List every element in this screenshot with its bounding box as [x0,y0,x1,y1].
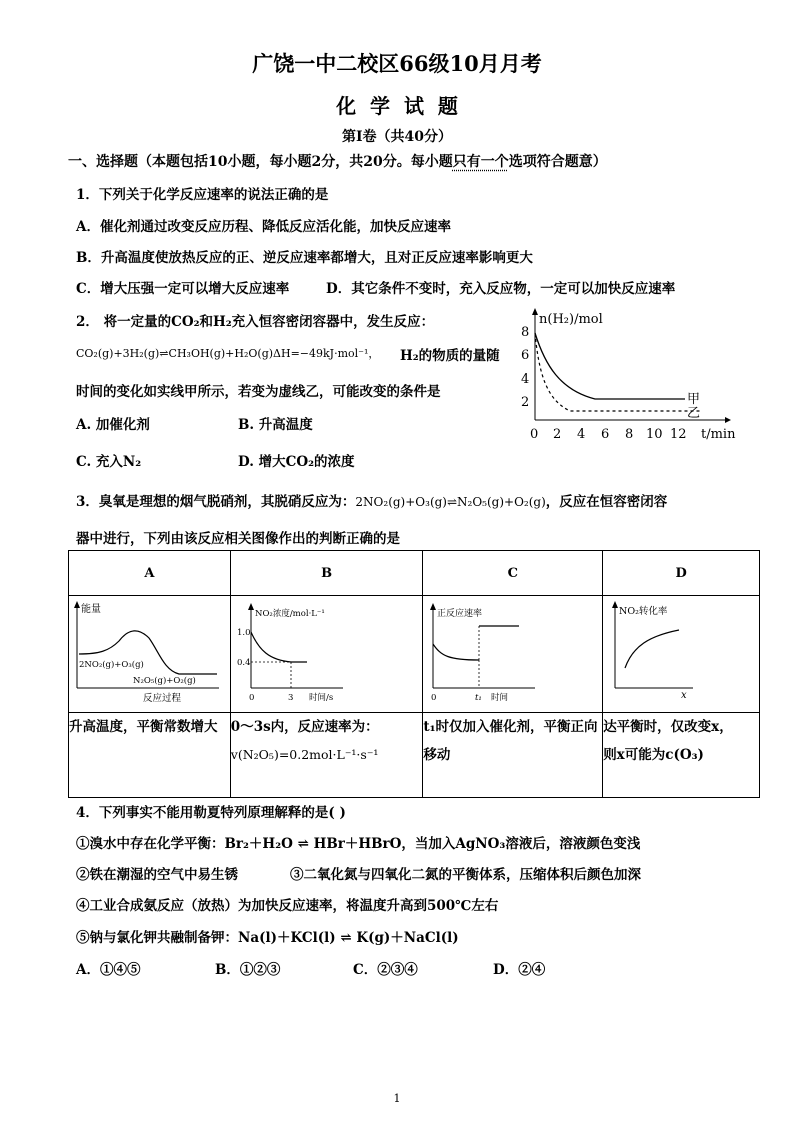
q4-option-a: A．①④⑤ [76,962,141,978]
section-heading [68,151,607,171]
q2-graph-xtick-2: 2 [553,427,562,442]
q1-option-c: C．增大压强一定可以增大反应速率 [76,281,290,297]
q3-fig-b-y2: 0.4 [236,658,251,668]
q2-graph-xtick-8: 8 [625,427,634,442]
q1-option-b: B．升高温度使放热反应的正、逆反应速率都增大，且对正反应速率影响更大 [76,250,533,266]
q4-item-2: ②铁在潮湿的空气中易生锈 [76,867,238,883]
q3-text-b-line2: v(N₂O₅)=0.2mol·L⁻¹·s⁻¹ [230,747,379,762]
q2-graph-ytick-2: 2 [521,395,530,410]
q3-fig-d-xlabel: x [681,690,687,701]
q3-text-d [603,713,760,798]
q3-header-b: B [230,551,423,596]
q3-fig-b-cell [230,596,423,713]
exam-title: 广饶一中二校区66级10月月考 [252,51,542,76]
q2-graph-xtick-0: 0 [530,427,539,442]
q3-text-c: t₁时仅加入催化剂，平衡正向移动 [423,713,603,798]
q2-graph-xlabel: t/min [701,427,736,442]
q3-text-a: 升高温度，平衡常数增大 [69,713,231,798]
q3-fig-b [231,596,421,708]
q2-graph-xtick-10: 10 [646,427,663,442]
q4-item-5: ⑤钠与氯化钾共融制备钾：Na(l)＋KCl(l) ⇌ K(g)＋NaCl(l) [76,930,459,946]
q2-graph-xtick-6: 6 [601,427,610,442]
q4-stem: 4．下列事实不能用勒夏特列原理解释的是( ) [76,805,346,821]
q4-item-3: ③二氧化氮与四氧化二氮的平衡体系，压缩体积后颜色加深 [290,867,641,883]
q3-fig-c-cell [423,596,603,713]
q1-option-a: A．催化剂通过改变反应历程、降低反应活化能，加快反应速率 [76,219,451,235]
q3-fig-c-t1: t₁ [475,693,483,703]
page-number: 1 [393,1092,401,1105]
q3-fig-a-xlabel: 反应过程 [143,693,182,704]
q1-stem: 1．下列关于化学反应速率的说法正确的是 [76,187,329,203]
q4-option-d: D．②④ [493,962,546,978]
q2-option-b: B. 升高温度 [238,417,313,433]
q3-header-d: D [603,551,760,596]
q2-option-a: A. 加催化剂 [76,417,150,433]
q3-fig-a-cell [69,596,231,713]
q3-text-b [230,713,423,798]
q3-fig-b-curve [251,632,307,662]
q3-fig-a [69,596,229,708]
q2-graph-ytick-8: 8 [521,325,530,340]
q2-graph-ylabel: n(H₂)/mol [539,312,603,327]
q3-fig-a-reactant: 2NO₂(g)+O₃(g) [79,660,144,670]
q3-fig-d-cell [603,596,760,713]
q3-fig-b-xlabel: 时间/s [308,693,334,703]
q2-equation-tail: H₂的物质的量随 [400,348,500,364]
q2-graph-label-yi: 乙 [687,406,701,421]
q4-option-c: C．②③④ [353,962,418,978]
q2-stem: 2． 将一定量的CO₂和H₂充入恒容密闭容器中，发生反应： [76,314,435,330]
q3-fig-b-x0: 0 [248,693,255,703]
section-heading-tail: 选项符合题意） [508,154,607,170]
q2-option-c: C. 充入N₂ [76,454,142,470]
q3-fig-b-x1: 3 [287,693,294,703]
q3-fig-a-ylabel: 能量 [81,604,101,615]
q2-graph-xtick-12: 12 [670,427,687,442]
q3-header-a: A [69,551,231,596]
section-heading-main: 一、选择题（本题包括10小题，每小题2分，共20分。每小题 [68,154,453,170]
q3-text-d-line2: 则x可能为c(O₃) [603,747,704,763]
section-heading-emphasis: 只有一个 [452,154,509,170]
q3-fig-b-y1: 1.0 [236,628,251,638]
q3-options-table [68,550,760,798]
q3-equation: 2NO₂(g)+O₃(g)⇌N₂O₅(g)+O₂(g) [355,495,546,509]
q2-equation: CO₂(g)+3H₂(g)⇌CH₃OH(g)+H₂O(g)ΔH=−49kJ·mol⁻¹， [76,347,380,360]
q3-text-d-line1: 达平衡时，仅改变x， [603,719,733,735]
q4-option-b: B．①②③ [215,962,281,978]
q2-stem-2: 时间的变化如实线甲所示，若变为虚线乙，可能改变的条件是 [76,384,441,400]
q3-fig-d-curve [625,630,679,668]
q3-text-b-line1: 0～3s内，反应速率为： [230,719,379,735]
q2-option-d: D. 增大CO₂的浓度 [238,454,355,470]
q3-fig-d-ylabel: NO₂转化率 [619,606,668,617]
q3-stem-2: 器中进行，下列由该反应相关图像作出的判断正确的是 [76,531,400,547]
q3-stem-b: ，反应在恒容密闭容 [545,494,668,510]
q3-fig-c-x0: 0 [431,693,437,703]
q2-graph-y-arrow [532,308,538,315]
q2-graph-xtick-4: 4 [577,427,586,442]
q3-stem-a: 3．臭氧是理想的烟气脱硝剂，其脱硝反应为： [76,494,356,510]
q3-header-c: C [423,551,603,596]
q3-fig-c [423,596,601,708]
q2-h2-graph [515,305,765,445]
q4-item-1: ①溴水中存在化学平衡：Br₂＋H₂O ⇌ HBr＋HBrO，当加入AgNO₃溶液后，溶液颜色变浅 [76,836,641,852]
q3-fig-c-ylabel: 正反应速率 [437,609,483,619]
volume-label: 第Ⅰ卷（共40分） [341,129,453,145]
q2-graph-ytick-4: 4 [521,372,530,387]
q2-graph-series-jia [535,333,685,399]
q2-graph-ytick-6: 6 [521,348,530,363]
q3-fig-a-product: N₂O₅(g)+O₂(g) [133,676,196,686]
q4-item-4: ④工业合成氨反应（放热）为加快反应速率，将温度升高到500℃左右 [76,898,499,914]
q1-option-d: D．其它条件不变时，充入反应物，一定可以加快反应速率 [326,281,676,297]
q3-fig-b-ylabel: NO₂浓度/mol·L⁻¹ [254,609,325,619]
q3-fig-d [603,596,758,708]
q2-graph-label-jia: 甲 [687,392,701,407]
q3-stem [76,490,667,510]
q2-graph-x-arrow [725,417,731,423]
subject-title: 化 学 试 题 [336,94,458,118]
q3-fig-c-xlabel: 时间 [491,693,509,703]
q3-fig-c-curve-before [433,644,479,660]
